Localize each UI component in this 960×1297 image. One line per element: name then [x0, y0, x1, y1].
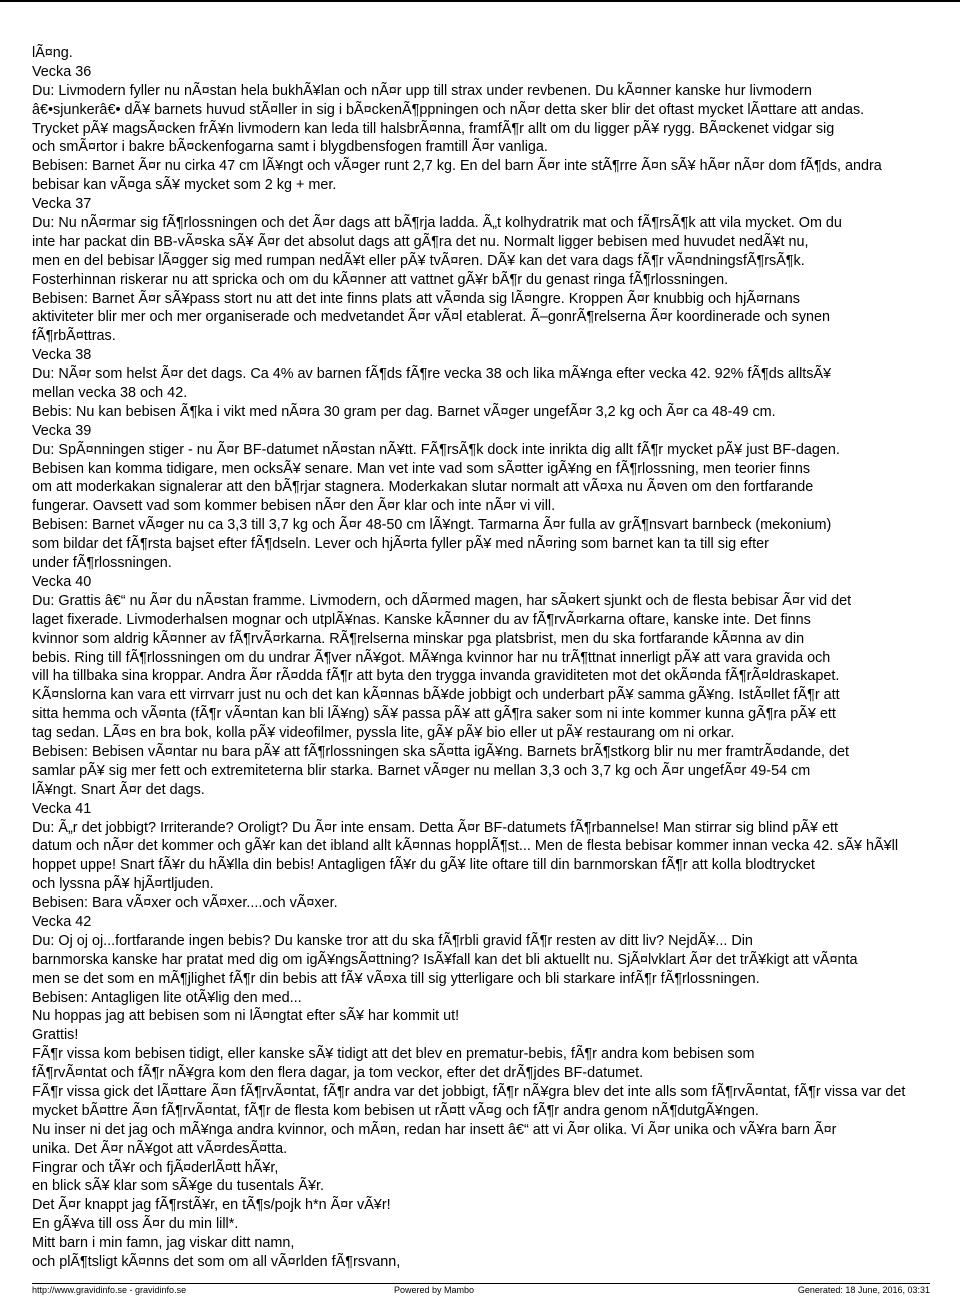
text-line: om att moderkakan signalerar att den bÃ¶rjar stagnera. Moderkakan slutar normalt att vÃ¤xa nu Ã¤ven om den fortfarande	[32, 479, 814, 496]
footer-generated-date: Generated: 18 June, 2016, 03:31	[797, 1285, 930, 1295]
text-line: och plÃ¶tsligt kÃ¤nns det som om all vÃ¤rlden fÃ¶rsvann,	[32, 1254, 401, 1270]
text-line: Vecka 40	[32, 573, 92, 590]
text-line: barnmorska kanske har pratat med dig om igÃ¥ngsÃ¤ttning? IsÃ¥fall kan det bli aktuellt nu. SjÃ¤lvklart Ã¤r det trÃ¥kigt att vÃ¤nta	[32, 951, 858, 968]
text-line: samlar pÃ¥ sig mer fett och extremiteterna blir starka. Barnet vÃ¤ger nu mellan 3,3 och 3,7 kg och Ã¤r ungefÃ¤r 49-54 cm	[32, 762, 811, 779]
text-line: Fingrar och tÃ¥r och fjÃ¤derlÃ¤tt hÃ¥r,	[32, 1159, 279, 1176]
text-line: fÃ¶rvÃ¤ntat och fÃ¶r nÃ¥gra kom den flera dagar, ja tom veckor, efter det drÃ¶jdes BF-datumet.	[32, 1065, 644, 1082]
text-line: unika. Det Ã¤r nÃ¥got att vÃ¤rdesÃ¤tta.	[32, 1140, 288, 1157]
text-line: Mitt barn i min famn, jag viskar ditt namn,	[32, 1235, 295, 1252]
text-line: KÃ¤nslorna kan vara ett virrvarr just nu och det kan kÃ¤nnas bÃ¥de jobbigt och underbart pÃ¥ samma gÃ¥ng. IstÃ¤llet fÃ¶r att	[32, 687, 840, 704]
text-line: lÃ¥ngt. Snart Ã¤r det dags.	[32, 781, 205, 798]
text-line: lÃ¤ng.	[32, 45, 73, 61]
text-line: Vecka 37	[32, 196, 92, 213]
text-line: Bebisen: Barnet Ã¤r sÃ¥pass stort nu att det inte finns plats att vÃ¤nda sig lÃ¤ngre. Kroppen Ã¤r knubbig och hjÃ¤rnans	[32, 290, 800, 307]
text-line: Bebis: Nu kan bebisen Ã¶ka i vikt med nÃ¤ra 30 gram per dag. Barnet vÃ¤ger ungefÃ¤r 3,2 kg och Ã¤r ca 48-49 cm.	[32, 403, 776, 420]
document-body	[32, 44, 960, 1272]
text-line: som bildar det fÃ¶rsta bajset efter fÃ¶dseln. Lever och hjÃ¤rta fyller pÃ¥ med nÃ¤ring som barnet kan ta till sig efter	[32, 536, 769, 553]
text-line: â€•sjunkerâ€• dÃ¥ barnets huvud stÃ¤ller in sig i bÃ¤ckenÃ¶ppningen och nÃ¤r detta sker blir det oftast mycket lÃ¤ttare att andas.	[32, 101, 865, 118]
text-line: Vecka 42	[32, 913, 92, 930]
text-line: under fÃ¶rlossningen.	[32, 555, 172, 572]
text-line: Du: Ã„r det jobbigt? Irriterande? Oroligt? Du Ã¤r inte ensam. Detta Ã¤r BF-datumets fÃ¶rbannelse! Man stirrar sig blind pÃ¥ ett	[32, 819, 838, 836]
text-line: FÃ¶r vissa gick det lÃ¤ttare Ã¤n fÃ¶rvÃ¤ntat, fÃ¶r andra var det jobbigt, fÃ¶r nÃ¥gra blev det inte alls som fÃ¶rvÃ¤ntat, fÃ¶r vissa var det	[32, 1083, 906, 1100]
text-line: bebis. Ring till fÃ¶rlossningen om du undrar Ã¶ver nÃ¥got. MÃ¥nga kvinnor har nu trÃ¶ttnat innerligt pÃ¥ att vara gravida och	[32, 649, 831, 666]
text-line: hoppet uppe! Snart fÃ¥r du hÃ¥lla din bebis! Antagligen fÃ¥r du gÃ¥ lite oftare till din barnmorskan fÃ¶r att kolla blodtrycket	[32, 857, 815, 874]
page-footer	[32, 1284, 930, 1297]
footer-powered-by: Powered by Mambo	[394, 1285, 475, 1295]
text-line: Bebisen: Bebisen vÃ¤ntar nu bara pÃ¥ att fÃ¶rlossningen ska sÃ¤tta igÃ¥ng. Barnets brÃ¶stkorg blir nu mer framtrÃ¤dande, det	[32, 743, 849, 760]
text-line: en blick sÃ¥ klar som sÃ¥ge du tusentals Ã¥r.	[32, 1178, 324, 1195]
text-line: Du: NÃ¤r som helst Ã¤r det dags. Ca 4% av barnen fÃ¶ds fÃ¶re vecka 38 och lika mÃ¥nga efter vecka 42. 92% fÃ¶ds alltsÃ¥	[32, 366, 832, 383]
text-line: Du: Livmodern fyller nu nÃ¤stan hela bukhÃ¥lan och nÃ¤r upp till strax under revbenen. Du kÃ¤nner kanske hur livmodern	[32, 82, 812, 99]
text-line: mycket bÃ¤ttre Ã¤n fÃ¶rvÃ¤ntat, fÃ¶r de flesta kom bebisen ut rÃ¤tt vÃ¤g och fÃ¶r andra genom nÃ¶dutgÃ¥ngen.	[32, 1102, 759, 1119]
text-line: En gÃ¥va till oss Ã¤r du min lill*.	[32, 1216, 239, 1233]
text-line: sitta hemma och vÃ¤nta (fÃ¶r vÃ¤ntan kan bli lÃ¥ng) sÃ¥ passa pÃ¥ att gÃ¶ra saker som ni inte kommer kunna gÃ¶ra pÃ¥ ett	[32, 706, 836, 723]
text-line: Nu hoppas jag att bebisen som ni lÃ¤ngtat efter sÃ¥ har kommit ut!	[32, 1008, 460, 1025]
text-line: Trycket pÃ¥ magsÃ¤cken frÃ¥n livmodern kan leda till halsbrÃ¤nna, framfÃ¶r allt om du ligger pÃ¥ rygg. BÃ¤ckenet vidgar sig	[32, 120, 835, 137]
text-line: mellan vecka 38 och 42.	[32, 385, 188, 402]
text-line: Du: SpÃ¤nningen stiger - nu Ã¤r BF-datumet nÃ¤stan nÃ¥tt. FÃ¶rsÃ¶k dock inte inrikta dig allt fÃ¶r mycket pÃ¥ just BF-dagen.	[32, 441, 840, 458]
text-line: kvinnor som aldrig kÃ¤nner av fÃ¶rvÃ¤rkarna. RÃ¶relserna minskar pga platsbrist, men du ska fortfarande kÃ¤nna av din	[32, 630, 805, 647]
text-line: Du: Grattis â€“ nu Ã¤r du nÃ¤stan framme. Livmodern, och dÃ¤rmed magen, har sÃ¤kert sjunkt och de flesta bebisar Ã¤r vid det	[32, 592, 852, 609]
text-line: Bebisen: Antagligen lite otÃ¥lig den med...	[32, 989, 302, 1006]
text-line: Fosterhinnan riskerar nu att spricka och om du kÃ¤nner att vattnet gÃ¥r bÃ¶r du genast ringa fÃ¶rlossningen.	[32, 271, 729, 288]
text-line: och smÃ¤rtor i bakre bÃ¤ckenfogarna samt i blygdbensfogen framtill Ã¤r vanliga.	[32, 139, 548, 156]
text-line: fungerar. Oavsett vad som kommer bebisen nÃ¤r den Ã¤r klar och inte nÃ¤r vi vill.	[32, 498, 556, 515]
text-line: Grattis!	[32, 1027, 79, 1044]
text-line: men en del bebisar lÃ¤gger sig med rumpan nedÃ¥t eller pÃ¥ tvÃ¤ren. DÃ¥ kan det vara dags fÃ¶r vÃ¤ndningsfÃ¶rsÃ¶k.	[32, 252, 805, 269]
footer-site-url: http://www.gravidinfo.se - gravidinfo.se	[32, 1285, 187, 1295]
text-line: bebisar kan vÃ¤ga sÃ¥ mycket som 2 kg + mer.	[32, 177, 337, 194]
text-line: fÃ¶rbÃ¤ttras.	[32, 328, 116, 345]
text-line: Bebisen: Bara vÃ¤xer och vÃ¤xer....och vÃ¤xer.	[32, 895, 338, 912]
text-line: Du: Oj oj oj...fortfarande ingen bebis? Du kanske tror att du ska fÃ¶rbli gravid fÃ¶r resten av ditt liv? NejdÃ¥... Din	[32, 932, 753, 949]
text-line: Vecka 39	[32, 422, 92, 439]
text-line: datum och nÃ¤r det kommer och gÃ¥r kan det ibland allt kÃ¤nnas hopplÃ¶st... Men de flesta bebisar kommer innan vecka 42. sÃ¥ hÃ¥ll	[32, 838, 899, 855]
text-line: Vecka 36	[32, 63, 92, 80]
text-line: laget fixerade. Livmoderhalsen mognar och utplÃ¥nas. Kanske kÃ¤nner du av fÃ¶rvÃ¤rkarna oftare, kanske inte. Det finns	[32, 611, 811, 628]
text-line: Nu inser ni det jag och mÃ¥nga andra kvinnor, och mÃ¤n, redan har insett â€“ att vi Ã¤r olika. Vi Ã¤r unika och vÃ¥ra barn Ã¤r	[32, 1121, 837, 1138]
text-line: Bebisen: Barnet vÃ¤ger nu ca 3,3 till 3,7 kg och Ã¤r 48-50 cm lÃ¥ngt. Tarmarna Ã¤r fulla av grÃ¶nsvart barnbeck (mekonium)	[32, 517, 832, 534]
text-line: Vecka 38	[32, 347, 92, 364]
text-line: Det Ã¤r knappt jag fÃ¶rstÃ¥r, en tÃ¶s/pojk h*n Ã¤r vÃ¥r!	[32, 1197, 391, 1214]
text-line: Vecka 41	[32, 800, 92, 817]
top-rule	[0, 0, 960, 2]
text-line: men se det som en mÃ¶jlighet fÃ¶r din bebis att fÃ¥ vÃ¤xa till sig ytterligare och bli starkare infÃ¶r fÃ¶rlossningen.	[32, 970, 760, 987]
text-line: aktiviteter blir mer och mer organiserade och medvetandet Ã¤r vÃ¤l etablerat. Ã–gonrÃ¶relserna Ã¤r koordinerade och synen	[32, 309, 831, 326]
text-line: tag sedan. LÃ¤s en bra bok, kolla pÃ¥ videofilmer, pyssla lite, gÃ¥ pÃ¥ bio eller ut pÃ¥ restaurang om ni orkar.	[32, 725, 735, 742]
text-line: och lyssna pÃ¥ hjÃ¤rtljuden.	[32, 876, 214, 893]
text-line: vill ha tillbaka sina kroppar. Andra Ã¤r rÃ¤dda fÃ¶r att byta den trygga invanda graviditeten mot det okÃ¤nda fÃ¶rÃ¤ldraskapet.	[32, 668, 840, 685]
text-line: Bebisen kan komma tidigare, men ocksÃ¥ senare. Man vet inte vad som sÃ¤tter igÃ¥ng en fÃ¶rlossning, men teorier finns	[32, 460, 811, 477]
text-line: FÃ¶r vissa kom bebisen tidigt, eller kanske sÃ¥ tidigt att det blev en prematur-bebis, fÃ¶r andra kom bebisen som	[32, 1046, 755, 1063]
text-line: Du: Nu nÃ¤rmar sig fÃ¶rlossningen och det Ã¤r dags att bÃ¶rja ladda. Ã„t kolhydratrik mat och fÃ¶rsÃ¶k att vila mycket. Om du	[32, 215, 842, 232]
text-line: Bebisen: Barnet Ã¤r nu cirka 47 cm lÃ¥ngt och vÃ¤ger runt 2,7 kg. En del barn Ã¤r inte stÃ¶rre Ã¤n sÃ¥ hÃ¤r nÃ¤r dom fÃ¶ds, andra	[32, 158, 882, 175]
text-line: inte har packat din BB-vÃ¤ska sÃ¥ Ã¤r det absolut dags att gÃ¶ra det nu. Normalt ligger bebisen med huvudet nedÃ¥t nu,	[32, 233, 809, 250]
